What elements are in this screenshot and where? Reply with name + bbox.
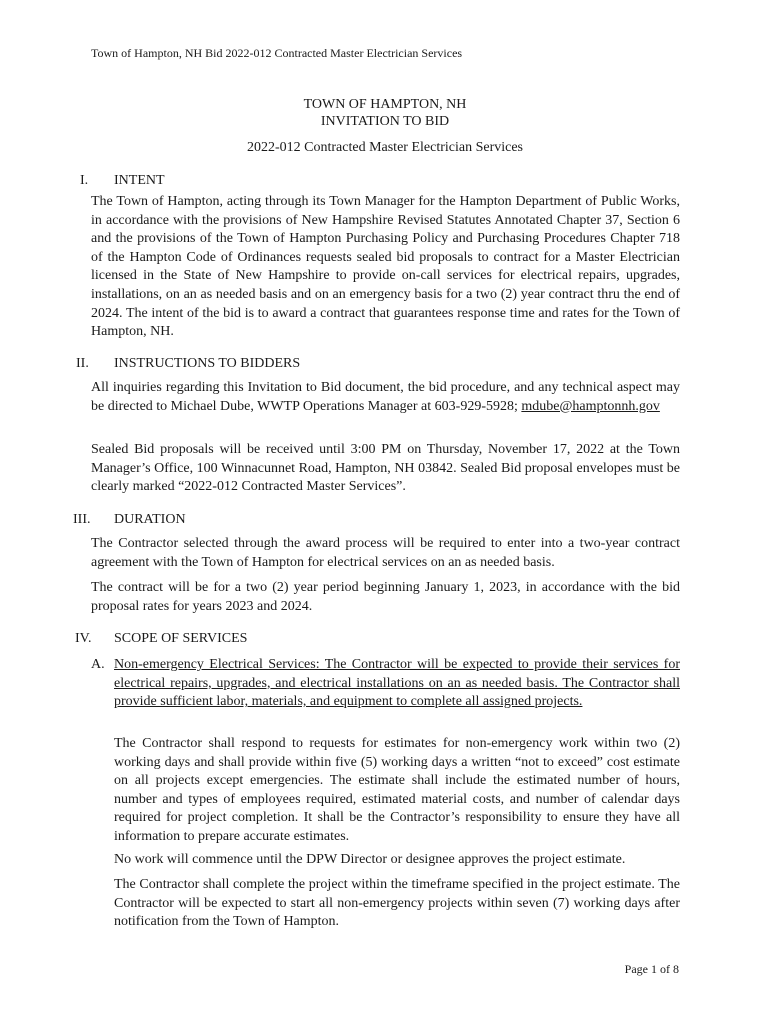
section-duration-heading: DURATION (114, 512, 186, 527)
document-subtitle: 2022-012 Contracted Master Electrician Services (246, 140, 523, 155)
scope-subsection-a-letter: A. (91, 657, 105, 672)
section-scope-heading: SCOPE OF SERVICES (114, 631, 248, 646)
section-duration-number: III. (73, 512, 91, 527)
scope-subsection-a-heading: Non-emergency Electrical Services: The Contractor will be expected to provide their services for electrical repairs, upgrades, and electrical installations on an as needed basis. The Contractor shall provide sufficient labor, materials, and equipment to complete all assigned projects. (114, 657, 680, 710)
section-instructions-number: II. (76, 356, 89, 371)
contact-email-link[interactable]: mdube@hamptonnh.gov (521, 398, 660, 414)
section-intent-heading: INTENT (114, 173, 165, 188)
document-title-line2: INVITATION TO BID (320, 114, 450, 129)
intent-paragraph: The Town of Hampton, acting through its Town Manager for the Hampton Department of Public Works, in accordance with the provisions of New Hampshire Revised Statutes Annotated Chapter 37, Section 6 and the provisions of the Town of Hampton Purchasing Policy and Purchasing Procedures Chapter 718 of the Hampton Code of Ordinances requests sealed bid proposals to contract for a Master Electrician licensed in the State of New Hampshire to provide on-call services for electrical repairs, upgrades, installations, on an as needed basis and on an emergency basis for a two (2) year contract thru the end of 2024. The intent of the bid is to award a contract that guarantees response time and rates for the Town of Hampton, NH. (91, 194, 680, 340)
scope-paragraph-2: No work will commence until the DPW Director or designee approves the project estimate. (114, 852, 626, 867)
section-instructions-heading: INSTRUCTIONS TO BIDDERS (114, 356, 301, 371)
scope-paragraph-3: The Contractor shall complete the project within the timeframe specified in the project estimate. The Contractor will be expected to start all non-emergency projects within seven (7) working days after notification from the Town of Hampton. (114, 877, 680, 930)
instructions-paragraph-1 (91, 379, 680, 416)
section-scope-number: IV. (75, 631, 92, 646)
page-number: Page 1 of 8 (624, 962, 679, 976)
scope-paragraph-1: The Contractor shall respond to requests for estimates for non-emergency work within two (2) working days and shall provide within five (5) working days a written “not to exceed” cost estimate on all projects except emergencies. The estimate shall include the estimated number of hours, number and types of employees required, estimated material costs, and number of calendar days required for project completion. It shall be the Contractor’s responsibility to ensure they have all information to prepare accurate estimates. (114, 736, 680, 844)
running-header: Town of Hampton, NH Bid 2022-012 Contracted Master Electrician Services (91, 46, 463, 60)
instructions-inquiry-text: All inquiries regarding this Invitation to Bid document, the bid procedure, and any technical aspect may be directed to Michael Dube, WWTP Operations Manager at 603-929-5928; (91, 380, 680, 414)
document-title-line1: TOWN OF HAMPTON, NH (303, 97, 467, 112)
instructions-paragraph-2: Sealed Bid proposals will be received until 3:00 PM on Thursday, November 17, 2022 at the Town Manager’s Office, 100 Winnacunnet Road, Hampton, NH 03842. Sealed Bid proposal envelopes must be clearly marked “2022-012 Contracted Master Services”. (91, 442, 680, 495)
duration-paragraph-1: The Contractor selected through the award process will be required to enter into a two-year contract agreement with the Town of Hampton for electrical services on an as needed basis. (91, 536, 680, 570)
duration-paragraph-2: The contract will be for a two (2) year period beginning January 1, 2023, in accordance with the bid proposal rates for years 2023 and 2024. (91, 580, 680, 614)
section-intent-number: I. (80, 173, 89, 188)
